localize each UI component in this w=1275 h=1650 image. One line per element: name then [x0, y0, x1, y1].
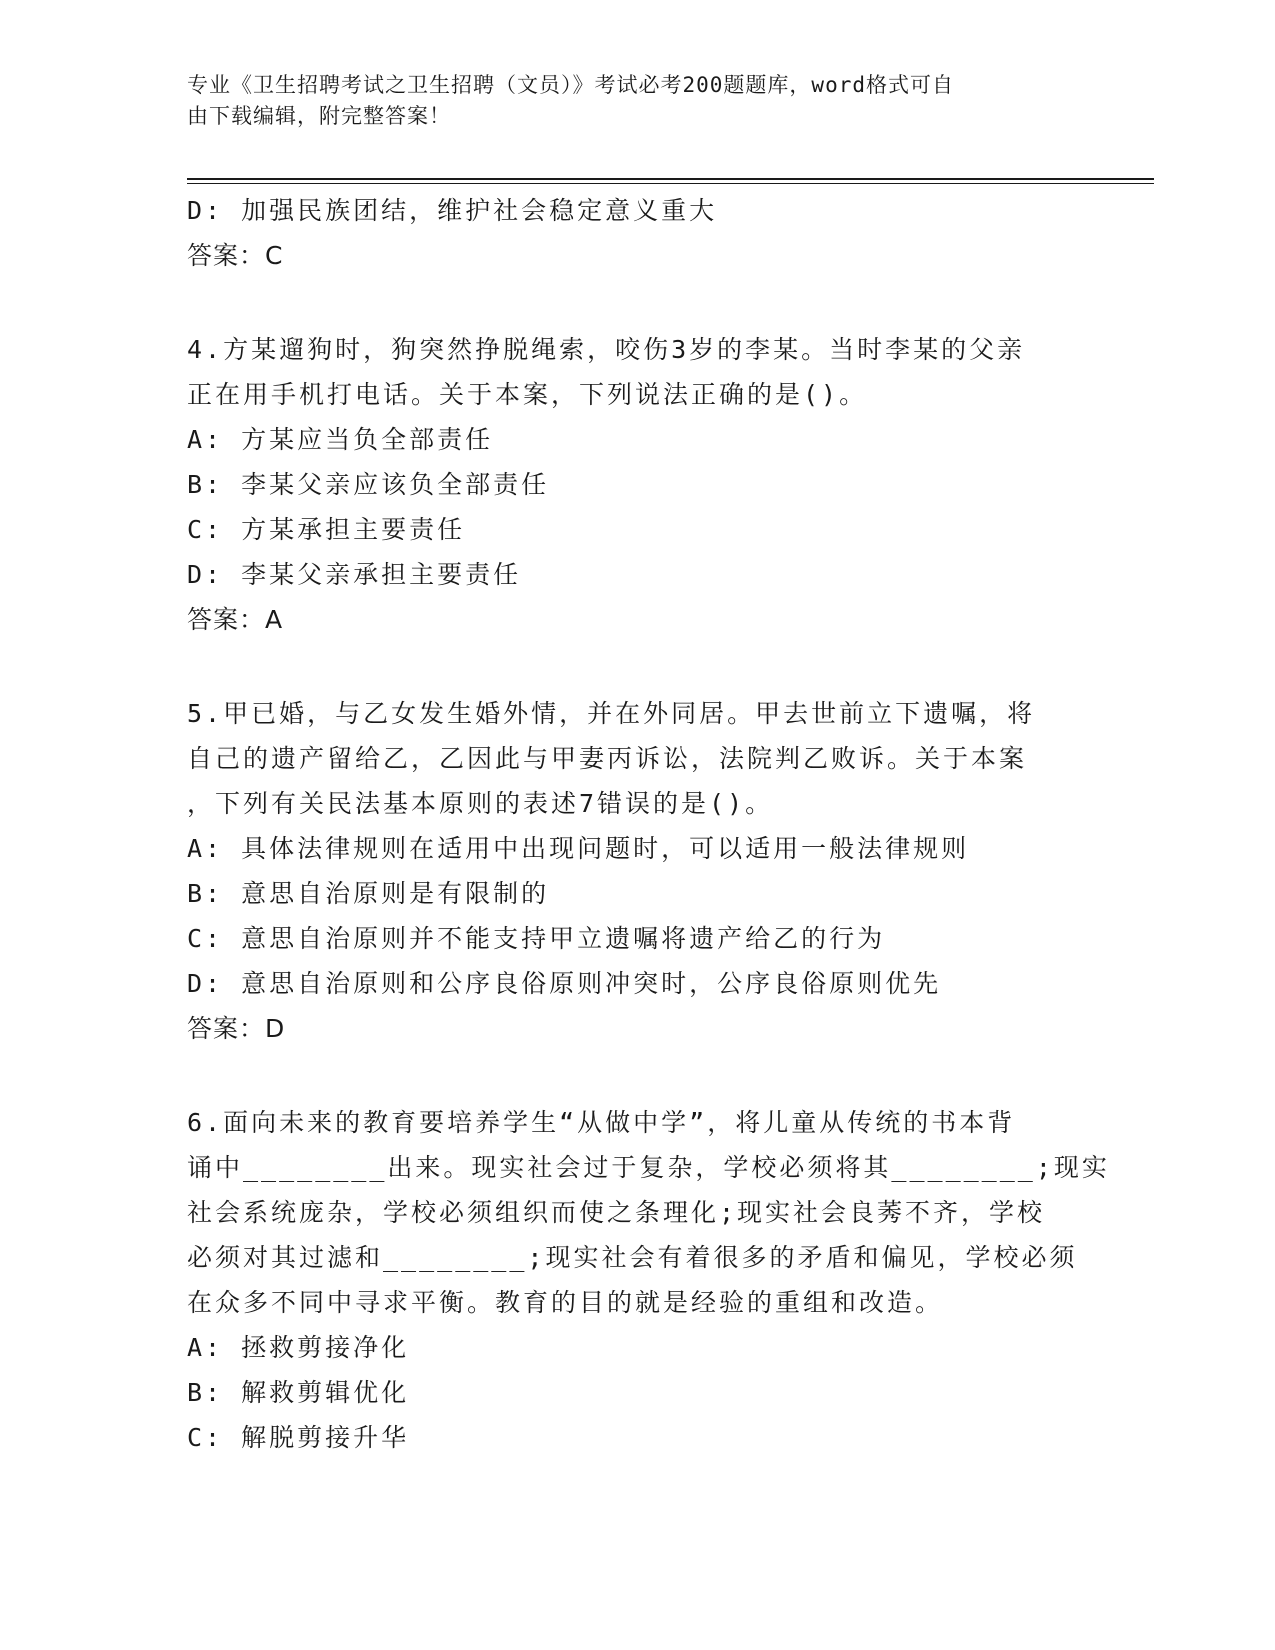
- question-stem: ，下列有关民法基本原则的表述7错误的是()。: [187, 789, 774, 818]
- question-stem: 6.面向未来的教育要培养学生“从做中学”，将儿童从传统的书本背: [187, 1108, 1016, 1137]
- answer-line: 答案：D: [187, 1014, 286, 1043]
- question-stem: 4.方某遛狗时，狗突然挣脱绳索，咬伤3岁的李某。当时李某的父亲: [187, 335, 1026, 364]
- header-divider-thin: [187, 183, 1154, 184]
- option-d: D: 李某父亲承担主要责任: [187, 560, 522, 589]
- header-line-2: 由下载编辑，附完整答案！: [187, 104, 451, 128]
- option-c: C: 方某承担主要责任: [187, 515, 466, 544]
- option-b: B: 李某父亲应该负全部责任: [187, 470, 550, 499]
- question-list: [187, 188, 1110, 1460]
- question-stem: 必须对其过滤和________;现实社会有着很多的矛盾和偏见，学校必须: [187, 1243, 1078, 1272]
- question-stem: 社会系统庞杂，学校必须组织而使之条理化;现实社会良莠不齐，学校: [187, 1198, 1046, 1227]
- question-stem: 自己的遗产留给乙，乙因此与甲妻丙诉讼，法院判乙败诉。关于本案: [187, 744, 1028, 773]
- option-a: A: 具体法律规则在适用中出现问题时，可以适用一般法律规则: [187, 834, 970, 863]
- option-d: D: 意思自治原则和公序良俗原则冲突时，公序良俗原则优先: [187, 969, 942, 998]
- option-b: B: 意思自治原则是有限制的: [187, 879, 550, 908]
- question-stem: 在众多不同中寻求平衡。教育的目的就是经验的重组和改造。: [187, 1288, 944, 1317]
- header-divider: [187, 178, 1154, 180]
- option-b: B: 解救剪辑优化: [187, 1378, 410, 1407]
- option-c: C: 意思自治原则并不能支持甲立遗嘱将遗产给乙的行为: [187, 924, 886, 953]
- option-d: D: 加强民族团结，维护社会稳定意义重大: [187, 196, 718, 225]
- question-block: [187, 691, 1067, 1051]
- question-block: [187, 1100, 1110, 1460]
- question-stem: 正在用手机打电话。关于本案，下列说法正确的是()。: [187, 380, 868, 409]
- question-stem: 5.甲已婚，与乙女发生婚外情，并在外同居。甲去世前立下遗嘱，将: [187, 699, 1036, 728]
- spacer: [187, 642, 1067, 691]
- answer-line: 答案：A: [187, 605, 284, 634]
- spacer: [187, 1051, 1067, 1100]
- question-stem: 诵中________出来。现实社会过于复杂，学校必须将其________;现实: [187, 1153, 1110, 1182]
- answer-line: 答案：C: [187, 241, 284, 270]
- document-header: [187, 70, 1067, 132]
- question-block: [187, 188, 1067, 278]
- spacer: [187, 278, 1067, 327]
- question-block: [187, 327, 1067, 642]
- option-a: A: 方某应当负全部责任: [187, 425, 494, 454]
- option-a: A: 拯救剪接净化: [187, 1333, 410, 1362]
- option-c: C: 解脱剪接升华: [187, 1423, 410, 1452]
- header-line-1: 专业《卫生招聘考试之卫生招聘（文员）》考试必考200题题库，word格式可自: [187, 73, 954, 97]
